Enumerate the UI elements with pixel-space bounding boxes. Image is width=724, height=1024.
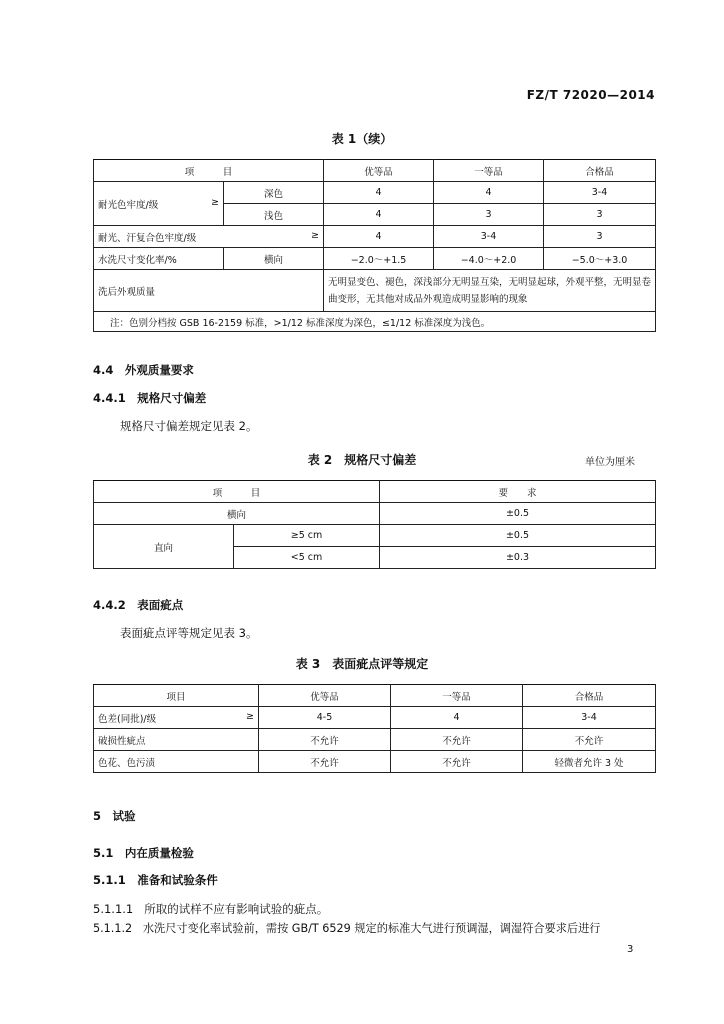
horizontal-label: 横向: [94, 503, 380, 525]
stain-label: 色花、色污渍: [94, 751, 259, 773]
clause-text: 所取的试样不应有影响试验的疵点。: [144, 902, 329, 916]
cell: ±0.3: [380, 547, 656, 569]
cell: 3-4: [523, 707, 656, 729]
sub-label: <5 cm: [234, 547, 380, 569]
sub-label-dark: 深色: [224, 182, 324, 204]
clause-number: 5.1.1.1: [93, 902, 134, 916]
table1: [93, 159, 656, 332]
table2-header-row: [94, 481, 656, 503]
section-4-4-1-heading: 4.4.1 规格尺寸偏差: [93, 391, 207, 405]
light-sweat-text: 耐光、汗复合色牢度/级: [98, 232, 197, 244]
clause-5-1-1-1: [93, 901, 328, 917]
cell: 3: [544, 204, 656, 226]
section-4-4-2-text: 表面疵点评等规定见表 3。: [120, 626, 258, 640]
cell: 不允许: [523, 729, 656, 751]
section-5-1-heading: 5.1 内在质量检验: [93, 846, 194, 860]
cell: 3-4: [434, 226, 544, 248]
table-row: [94, 226, 656, 248]
table-row: [94, 525, 656, 547]
clause-text: 水洗尺寸变化率试验前，需按 GB/T 6529 规定的标准大气进行预调湿，调湿符合要求后进行: [142, 922, 601, 935]
table3-header-row: [94, 685, 656, 707]
color-diff-label: [94, 707, 259, 729]
table3-caption: 表 3 表面疵点评等规定: [295, 657, 429, 671]
ge-symbol: ≥: [246, 710, 254, 722]
cell: 4: [391, 707, 523, 729]
color-diff-text: 色差(同批)/级: [98, 713, 157, 725]
cell: 不允许: [259, 729, 391, 751]
cell: −4.0～+2.0: [434, 248, 544, 270]
section-4-4-heading: 4.4 外观质量要求: [93, 363, 194, 377]
wash-appearance-value: 无明显变色、褪色，深浅部分无明显互染，无明显起球，外观平整，无明显卷曲变形，无其他对成品外观造成明显影响的现象: [324, 270, 656, 312]
section-5-1-1-heading: 5.1.1 准备和试验条件: [93, 873, 218, 887]
light-sweat-label: [94, 226, 324, 248]
table1-header-grade-2: 一等品: [434, 160, 544, 182]
table3: [93, 684, 656, 773]
table3-header-grade-3: 合格品: [523, 685, 656, 707]
table2: [93, 480, 656, 569]
cell: 4: [324, 182, 434, 204]
cell: 4-5: [259, 707, 391, 729]
cell: ±0.5: [380, 503, 656, 525]
sub-label-light: 浅色: [224, 204, 324, 226]
cell: 不允许: [391, 729, 523, 751]
wash-dim-sub-label: 横向: [224, 248, 324, 270]
cell: −2.0～+1.5: [324, 248, 434, 270]
table2-header-req: 要 求: [380, 481, 656, 503]
table1-header-grade-3: 合格品: [544, 160, 656, 182]
cell: 不允许: [391, 751, 523, 773]
table-row: [94, 503, 656, 525]
section-4-4-1-text: 规格尺寸偏差规定见表 2。: [120, 419, 258, 433]
table1-header-item: 项 目: [94, 160, 324, 182]
damage-label: 破损性疵点: [94, 729, 259, 751]
cell: 3: [544, 226, 656, 248]
cell: 4: [324, 204, 434, 226]
ge-symbol: ≥: [211, 196, 219, 208]
light-fastness-label: [94, 182, 224, 226]
table2-header-item: 项 目: [94, 481, 380, 503]
table-row: [94, 248, 656, 270]
cell: 3: [434, 204, 544, 226]
table1-header-grade-1: 优等品: [324, 160, 434, 182]
table-row: [94, 270, 656, 312]
vertical-label: 直向: [94, 525, 234, 569]
section-4-4-2-heading: 4.4.2 表面疵点: [93, 598, 184, 612]
sub-label: ≥5 cm: [234, 525, 380, 547]
ge-symbol: ≥: [311, 229, 320, 241]
wash-dim-label: 水洗尺寸变化率/%: [94, 248, 224, 270]
section-5-heading: 5 试验: [93, 809, 136, 823]
table-note-row: [94, 312, 656, 332]
table-row: [94, 707, 656, 729]
wash-appearance-label: 洗后外观质量: [94, 270, 324, 312]
clause-number: 5.1.1.2: [93, 922, 133, 935]
cell: 4: [324, 226, 434, 248]
cell: 4: [434, 182, 544, 204]
table2-caption: 表 2 规格尺寸偏差: [307, 453, 417, 467]
cell: 不允许: [259, 751, 391, 773]
cell: 轻微者允许 3 处: [523, 751, 656, 773]
table1-caption: 表 1（续）: [331, 132, 393, 146]
cell: ±0.5: [380, 525, 656, 547]
light-fastness-text: 耐光色牢度/级: [98, 199, 159, 211]
table-row: [94, 182, 656, 204]
table-row: [94, 751, 656, 773]
standard-code: FZ/T 72020—2014: [526, 88, 655, 102]
table2-unit: 单位为厘米: [585, 457, 635, 468]
table3-header-grade-1: 优等品: [259, 685, 391, 707]
cell: −5.0～+3.0: [544, 248, 656, 270]
table-row: [94, 729, 656, 751]
table1-note: 注：色别分档按 GSB 16-2159 标准，>1/12 标准深度为深色，≤1/12 标准深度为浅色。: [94, 312, 656, 332]
table3-header-grade-2: 一等品: [391, 685, 523, 707]
clause-5-1-1-2: [93, 920, 673, 936]
table1-header-row: [94, 160, 656, 182]
page-number: 3: [627, 944, 634, 955]
cell: 3-4: [544, 182, 656, 204]
table3-header-item: 项目: [94, 685, 259, 707]
